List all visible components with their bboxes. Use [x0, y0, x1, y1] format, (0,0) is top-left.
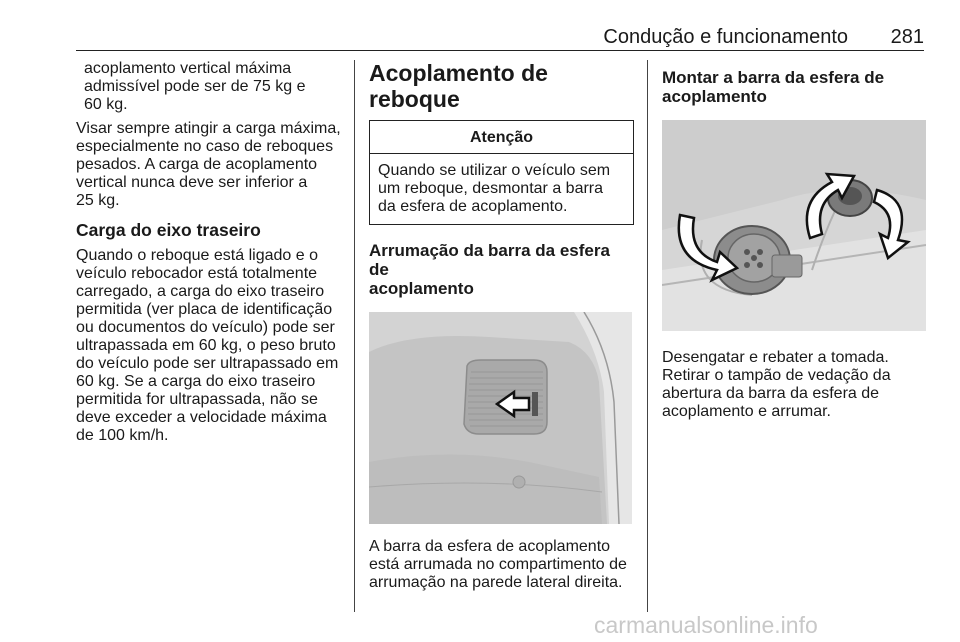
warning-text: Quando se utilizar o veículo sem um reboque, desmontar a barra da esfera de acoplamento. [378, 162, 611, 215]
page-number: 281 [890, 26, 924, 48]
mounting-caption: Desengatar e rebater a tomada. Retirar o tampão de vedação da abertura da barra da esfera de acoplamento e arrumar. [662, 349, 891, 420]
section-title: Condução e funcionamento [603, 26, 848, 48]
load-paragraph: Visar sempre atingir a carga máxima, especialmente no caso de reboques pesados. A carga de acoplamento vertical nunca deve ser inferior a 25 kg. [76, 120, 341, 209]
middle-column [369, 60, 634, 592]
storage-caption: A barra da esfera de acoplamento está arrumada no compartimento de arrumação na parede lateral direita. [369, 538, 627, 591]
page-title: Acoplamento de reboque [369, 60, 548, 112]
left-column [76, 60, 344, 445]
section-heading: Carga do eixo traseiro [76, 220, 261, 240]
right-column [662, 60, 926, 421]
storage-heading: Arrumação da barra da esfera de acoplamento [369, 241, 610, 298]
column-divider [354, 60, 355, 612]
coupling-socket-illustration [662, 120, 926, 331]
mounting-heading: Montar a barra da esfera de acoplamento [662, 68, 885, 106]
warning-title: Atenção [370, 121, 633, 154]
storage-compartment-illustration [369, 312, 632, 524]
watermark: carmanualsonline.info [594, 612, 818, 638]
intro-paragraph: acoplamento vertical máxima admissível pode ser de 75 kg e 60 kg. [84, 60, 306, 113]
page-header [76, 26, 924, 51]
column-divider [647, 60, 648, 612]
axle-load-paragraph: Quando o reboque está ligado e o veículo rebocador está totalmente carregado, a carga do eixo traseiro permitida (ver placa de identificação ou documentos do veículo) pode ser ultrapassada em 60 kg, o peso bruto do veículo pode ser ultrapassado em 60 kg. Se a carga do eixo traseiro permitida for ultrapassada, não se deve exceder a velocidade máxima de 100 km/h. [76, 247, 339, 444]
warning-box [369, 120, 634, 225]
